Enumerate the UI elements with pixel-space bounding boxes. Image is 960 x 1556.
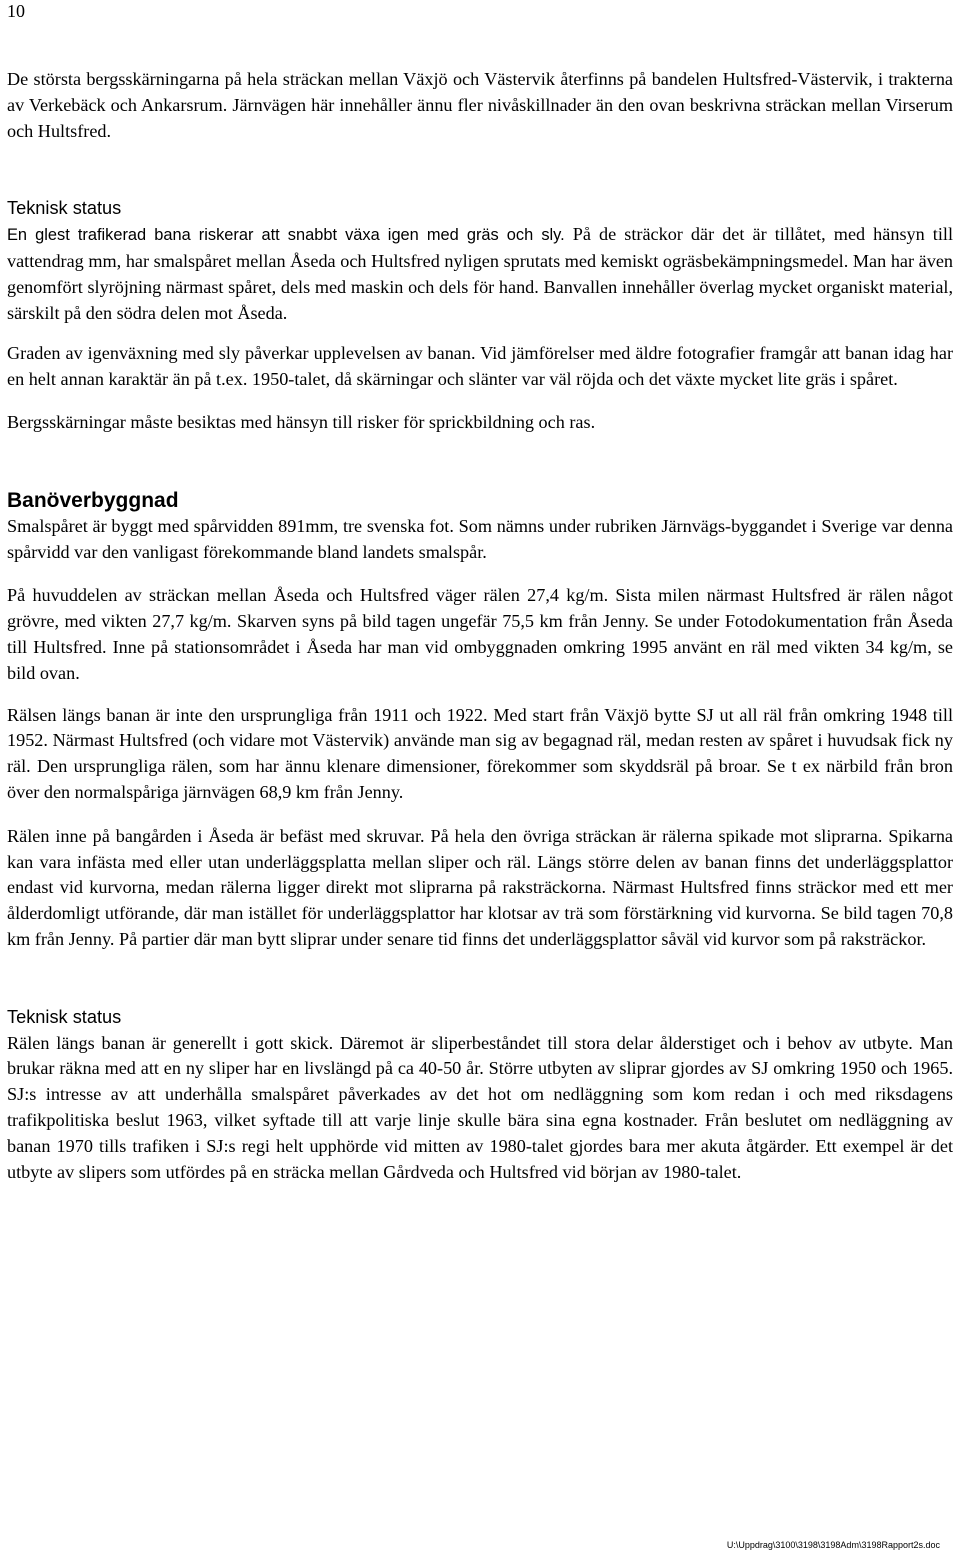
section-heading-teknisk-status-2: Teknisk status: [7, 1006, 122, 1027]
section-heading-teknisk-status-1: Teknisk status: [7, 198, 122, 219]
section-heading-banoverbyggnad: Banöverbyggnad: [7, 488, 179, 512]
section2-paragraph-4: Rälen inne på bangården i Åseda är befäst med skruvar. På hela den övriga sträckan är rälerna spikade mot sliprarna. Spikarna kan vara infästa med eller utan underläggsplatta mellan sliper och räl. Längs större delen av banan finns det underläggsplattor endast vid kurvorna, medan rälerna ligger direkt mot sliprarna på raksträckorna. Närmast Hultsfred finns sträckor med ett mer ålderdomligt utförande, där man istället för underläggsplattor har klotsar av trä som förstärkning vid kurvorna. Se bild tagen 70,8 km från Jenny. På partier där man bytt sliprar under senare tid finns det underläggsplattor såväl vid kurvor som på raksträckor.: [7, 825, 953, 949]
section3-paragraph-1: Rälen längs banan är generellt i gott skick. Däremot är sliperbeståndet till stora delar ålderstiget och i behov av utbyte. Man brukar räkna med att en ny sliper har en livslängd på ca 40-50 år. Större utbyten av sliprar gjordes av SJ omkring 1950 och 1965. SJ:s intresse av att underhålla smalspåret påverkades av det hot om nedläggning som kom redan i och med riksdagens trafikpolitiska beslut 1963, vilket syftade till att varje linje skulle bära sina egna kostnader. Från beslutet om nedläggning av banan 1970 tills trafiken i SJ:s regi helt upphörde vid mitten av 1980-talet gjordes bara mer akuta åtgärder. Ett exempel är det utbyte av slipers som utfördes på en sträcka mellan Gårdveda och Hultsfred vid början av 1980-talet.: [7, 1032, 953, 1182]
intro-paragraph: De största bergsskärningarna på hela sträckan mellan Växjö och Västervik återfinns på bandelen Hultsfred-Västervik, i trakterna av Verkebäck och Ankarsrum. Järnvägen här innehåller ännu fler nivåskillnader än den ovan beskrivna sträckan mellan Virserum och Hultsfred.: [7, 69, 953, 141]
section1-paragraph-1: [7, 222, 953, 326]
section1-paragraph-3: Bergsskärningar måste besiktas med hänsyn till risker för sprickbildning och ras.: [7, 411, 596, 432]
document-body: [7, 67, 953, 1185]
section1-paragraph-2: Graden av igenväxning med sly påverkar upplevelsen av banan. Vid jämförelser med äldre fotografier framgår att banan idag har en helt annan karaktär än på t.ex. 1950-talet, då skärningar och slänter var väl röjda och det växte mycket lite gräs i spåret.: [7, 343, 953, 390]
section1-paragraph-1-rest: På de sträckor där det är tillåtet, med hänsyn till vattendrag mm, har smalspåret mellan Åseda och Hultsfred nyligen sprutats med kemiskt ogräsbekämpningsmedel. Man har även genomfört slyröjning närmast spåret, dels med maskin och dels för hand. Banvallen innehåller överlag mycket organiskt material, särskilt på den södra delen mot Åseda.: [7, 224, 953, 323]
section1-paragraph-1-lead: En glest trafikerad bana riskerar att snabbt växa igen med gräs och sly.: [7, 226, 565, 245]
section2-paragraph-3: Rälsen längs banan är inte den ursprungliga från 1911 och 1922. Med start från Växjö bytte SJ ut all räl från omkring 1948 till 1952. Närmast Hultsfred (och vidare mot Västervik) använde man sig av begagnad räl, medan resten av spåret i huvudsak fick ny räl. Den ursprungliga rälen, som har ännu klenare dimensioner, förekommer som skyddsräl på broar. Se t ex närbild från bron över den normalspåriga järnvägen 68,9 km från Jenny.: [7, 704, 953, 802]
section2-paragraph-1: Smalspåret är byggt med spårvidden 891mm, tre svenska fot. Som nämns under rubriken Järnvägs-byggandet i Sverige var denna spårvidd var den vanligast förekommande bland landets smalspår.: [7, 515, 953, 562]
section2-paragraph-2: På huvuddelen av sträckan mellan Åseda och Hultsfred väger rälen 27,4 kg/m. Sista milen närmast Hultsfred är rälen något grövre, med vikten 27,7 kg/m. Skarven syns på bild tagen ungefär 75,5 km från Jenny. Se under Fotodokumentation från Åseda till Hultsfred. Inne på stationsområdet i Åseda har man vid ombyggnaden omkring 1995 använt en räl med vikten 34 kg/m, se bild ovan.: [7, 585, 953, 683]
page-number: 10: [7, 1, 25, 21]
footer-file-path: U:\Uppdrag\3100\3198\3198Adm\3198Rapport2s.doc: [726, 1540, 940, 1550]
